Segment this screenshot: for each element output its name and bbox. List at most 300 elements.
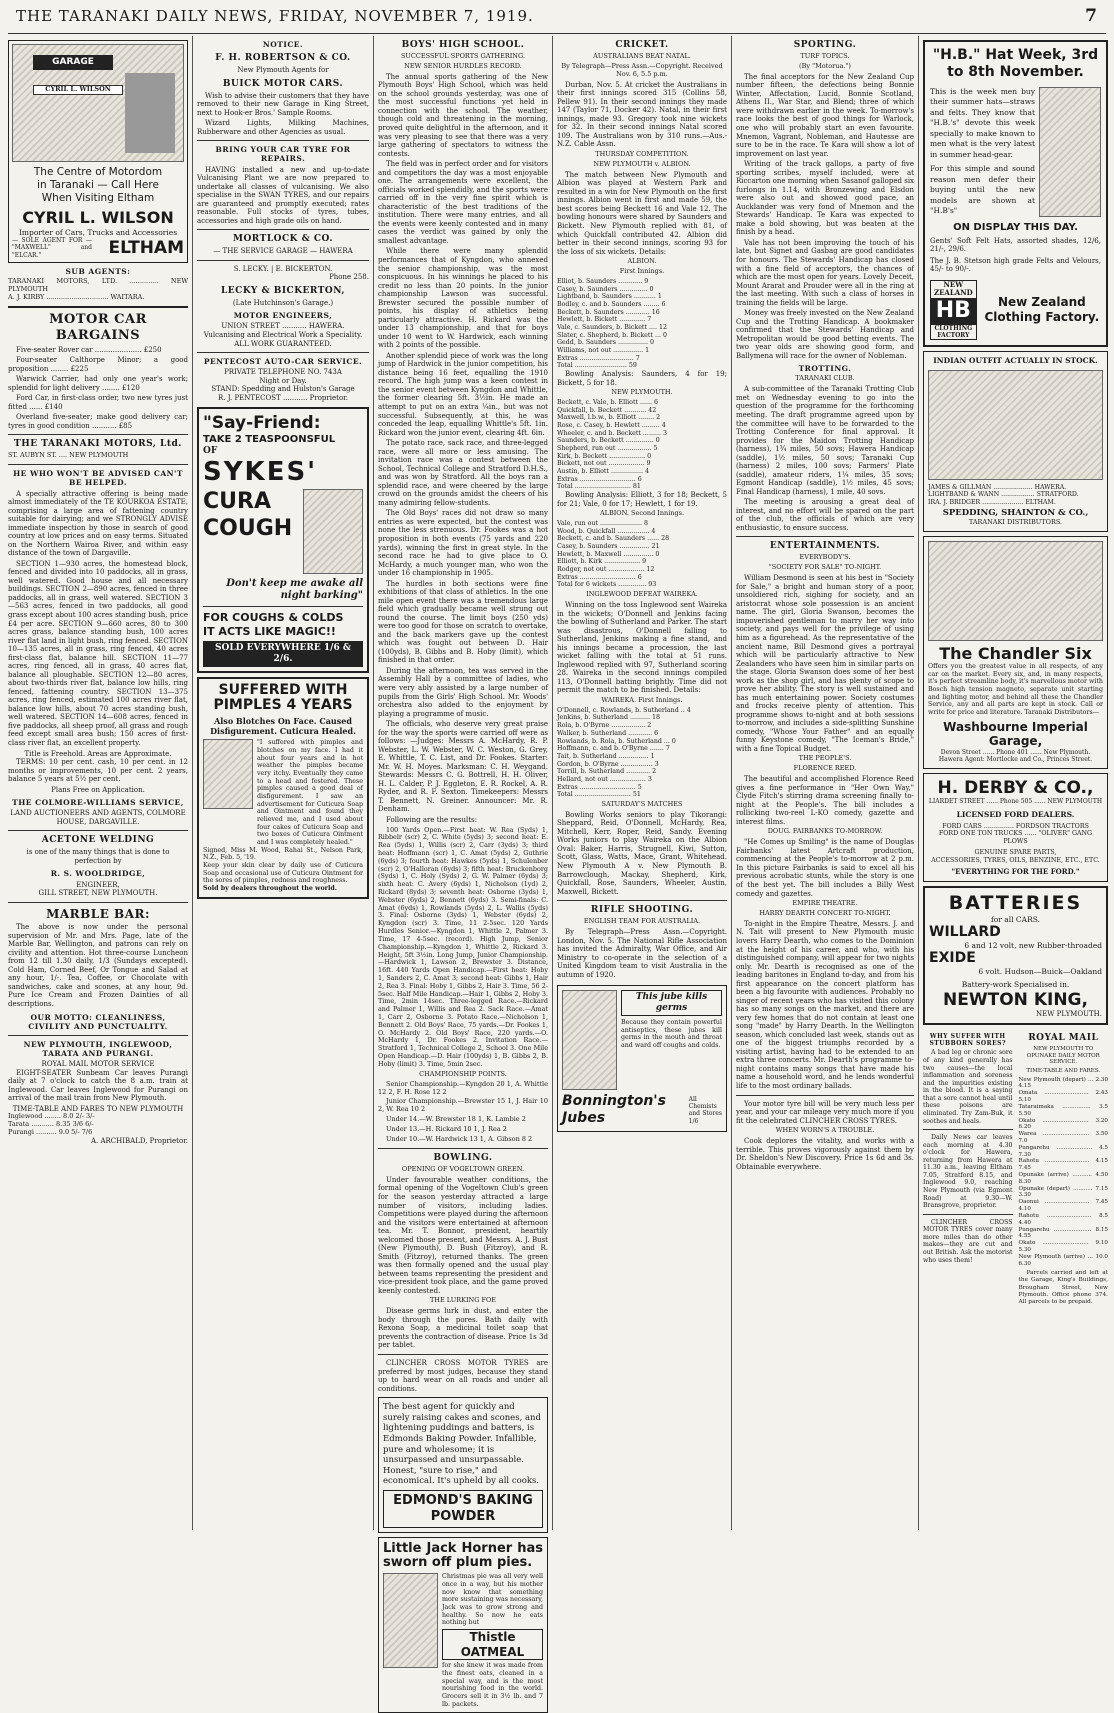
subheading: ALBION. Second Innings. — [599, 509, 685, 518]
paragraph: The field was in perfect order and for visitors and competitors the day was a most enjoyable one. The arrangements were excellent, the officials worked splendidly, and the sports were carried off in the very fine spirit which is characteristic of the best traditions of the institution. There were many entries, and all the events were keenly contested and in many cases the verdict was gained by only the smallest advantage. — [378, 160, 548, 245]
man-in-hat-illustration — [1039, 87, 1101, 217]
ad-line: FORD ONE TON TRUCKS ...... "OLIVER" GANG PLOWS — [938, 830, 1093, 846]
testimonial: "I suffered with pimples and blotches on my face. I had it about four years and in hot weather the pimples became very itchy. Eventually they came to a head and festered. These pimples caused a good deal of disfigurement. I saw an advertisement for Cuticura Soap and Ointment and found they relieved me, and I used about four cakes of Cuticura Soap and two boxes of Cuticura Ointment and I was completely healed." — [257, 739, 363, 847]
ad-line: OF — [203, 446, 218, 457]
scorecard-row: Quickfall, b. Beckett ........... 42 — [557, 406, 657, 414]
subheading: AUSTRALIANS BEAT NATAL. — [593, 51, 691, 60]
timetable-row: Pungarehu ..................... 8.15 4.55 — [1018, 1226, 1108, 1240]
paragraph: EIGHT-SEATER Sunbeam Car leaves Purangi daily at 7 o'clock to catch the 8 a.m. train at Inglewood. Car leaves Inglewood for Purangi on arrival of the mail train from New Plymouth. — [8, 1068, 188, 1103]
timetable-row: Tataraimaka ................ 3.5 5.50 — [1018, 1103, 1108, 1117]
paragraph: Wish to advise their customers that they have removed to their new Garage in King Street, next to Hook-er Bros.' Sample Rooms. — [197, 91, 369, 117]
scorecard-row: Vale, c. Saunders, b. Bickett .... 12 — [557, 324, 668, 332]
subheading: By Telegraph—Press Assn.—Copyright. Received Nov. 6, 5.5 p.m. — [561, 61, 723, 78]
subheading: NEW PLYMOUTH TO OPUNAKE DAILY MOTOR SERVICE. — [1026, 1045, 1100, 1066]
bargain-item: Overland five-seater; make good delivery car; tyres in good condition ........... £85 — [8, 413, 188, 430]
dealer-list — [928, 484, 1103, 507]
ad-line: Also Blotches On Face. Caused Disfigurement. Cuticura Healed. — [210, 715, 356, 736]
column-rule — [552, 36, 553, 1530]
scorecard-row: Elliott, b. Kirk .................. 9 — [557, 558, 647, 566]
paragraph: The hurdles in both sections were fine exhibitions of that class of athletics. In the one mile open event there was a tremendous large field which gradually became well strung out round the course. The limit boys (250 yds) were too good for those on scratch to overtake, and the back markers gave up the contest which was fought out between D. Hair (100yds), B. Gibbs and B. Hoby (limit), which finished in that order. — [378, 579, 548, 665]
timetable-row: Okato .......................... 3.20 6.20 — [1018, 1117, 1108, 1131]
fare-table — [8, 1113, 188, 1137]
column-3 — [378, 36, 548, 1708]
scorecard-row: Saunders, b. Beckett .............. 0 — [557, 437, 660, 445]
ad-line: SUFFERED WITH PIMPLES 4 YEARS — [213, 682, 353, 714]
section-heading: BOWLING. — [433, 1153, 493, 1164]
scorecard — [557, 399, 727, 491]
paragraph: William Desmond is seen at his best in "Society for Sale," a bright and human story of a poor, unsoldiered rich, sighing for society, and an aristocrat whose sole possession is an ancient name. The girl, Gloria Swanson, becomes the impoverished gentleman to marry her way into society, and pays well for the privilege of using him as a figurehead. As the representative of the ancient name, Bill Desmond gives a portrayal which will be particularly attractive to New Zealanders who have seen him in similar parts on the stage. Gloria Swanson does some of her best work as the shop girl, and has plenty of scope to prove her ability. The story is well sustained and has much entertaining power. Society costumes and frocks receive plenty of attention. This programme shows to-night and at both sessions to-morrow, and includes a side-splitting Sunshine comedy, "Whose Your Father" and an equally funny Keystone comedy, "The Iceman's Bride," with a fine Topical Budget. — [736, 574, 914, 753]
child-illustration — [383, 1573, 438, 1668]
text-line: STAND: Spedding and Hulston's Garage — [211, 385, 355, 394]
subheading: (By "Motorua.") — [799, 61, 851, 70]
scorecard-row: Beckett, c. and b. Saunders ...... 28 — [557, 535, 670, 543]
subheading: SATURDAY'S MATCHES — [601, 799, 683, 808]
column-rule — [731, 36, 732, 1530]
subheading: EVERYBODY'S. — [799, 553, 851, 562]
ad-text: This is the week men buy their summer hats—straws and felts. They know that "H.B.'s" devote this week specially to make known to men what is the very latest in summer head-gear. — [930, 86, 1035, 159]
text-line: (Late Hutchinson's Garage.) — [232, 298, 334, 307]
paragraph: Bowling Analysis: Saunders, 4 for 19; Bickett, 5 for 18. — [557, 370, 727, 387]
subheading: HARRY DEARTH CONCERT TO-NIGHT. — [759, 909, 891, 917]
ad-line: in Taranaki — Call Here — [37, 178, 159, 191]
timetable-row: New Plymouth (arrive) ... 10.0 6.30 — [1018, 1253, 1108, 1267]
championship-row: Senior Championship.—Kyngdon 20 1, A. Whittle 12 2, F. H. Rose 12 2 — [378, 1079, 548, 1096]
ad-line: Washbourne Imperial Garage, — [943, 719, 1088, 749]
paragraph: The match between New Plymouth and Albion was played at Western Park and resulted in a win for New Plymouth on the first innings. Albion went in first and made 59, the best scores being Beckett 16 and Vale 12. The bowling honours were shared by Saunders and Bickett. New Plymouth replied with 81, of which Quickfall contributed 42. Albion did better in their second innings, scoring 93 for the loss of six wickets. Details: — [557, 170, 727, 256]
paragraph: The annual sports gathering of the New Plymouth Boys' High School, which was held on the school grounds yesterday, was one of the most successful functions yet held in connection with the school. The weather, though cold and threatening in the morning, proved quite delightful in the afternoon, and it was very pleasing to see that there was a very large gathering of spectators to witness the contests. — [378, 72, 548, 158]
hb-logo — [930, 280, 977, 341]
text-line: Vulcanising and Electrical Work a Speciality. — [203, 331, 363, 339]
timetable-row: Opunake (depart) ........... 7.15 3.30 — [1018, 1185, 1108, 1199]
paragraph: Plans Free on Application. — [51, 785, 145, 794]
scorecard-row: Elliot, b. Saunders ............ 9 — [557, 277, 649, 285]
ad-line: All Chemists and Stores 1/6 — [688, 1095, 722, 1125]
ad-text: Christmas pie was all very well once in a way, but his mother now know that something more sustaining was necessary, Jack was to grow strong and healthy. So now he eats nothing but — [442, 1573, 543, 1627]
scorecard-row: Bickett, not out .................. 9 — [557, 460, 651, 468]
column-1 — [8, 36, 188, 1530]
text-line: UNION STREET ........... HAWERA. — [221, 322, 345, 331]
ad-text: For this simple and sound reason men defer their buying until the new models are shown at "H.B's" — [930, 164, 1035, 216]
subheading: THE LURKING FOE — [429, 1296, 497, 1305]
paragraph: HAVING installed a new and up-to-date Vulcanising Plant we are now prepared to undertake all classes of vulcanising. We also specialise in the SWAN TYRES, and our repairs are guaranteed and promptly executed; rates reasonable. Full stocks of tyres, tubes, accessories and high grade oils on hand. — [197, 165, 369, 225]
scorecard-row: Total ............................ 81 — [557, 483, 641, 491]
championship-row: Under 13.—H. Rickard 10 1, J. Rea 2 — [386, 1125, 507, 1134]
ad-line: New Zealand Clothing Factory. — [984, 294, 1100, 325]
section-heading: BUICK MOTOR CARS. — [222, 78, 344, 89]
section-heading: WHY SUFFER WITH STUBBORN SORES? — [929, 1032, 1007, 1048]
section-heading: TROTTING. — [798, 364, 852, 374]
ad-title: INDIAN OUTFIT ACTUALLY IN STOCK. — [933, 356, 1098, 366]
ad-text: The J. B. Stetson high grade Felts and Velours, 45/- to 90/-. — [930, 256, 1101, 274]
text-line: Phone 258. — [329, 273, 369, 282]
timetable-row: Pungarehu .................... 4.5 7.30 — [1018, 1144, 1108, 1158]
scorecard-row: Rola, b. O'Byrne ................. 2 — [557, 722, 652, 730]
garage-illustration — [12, 44, 184, 162]
scorecard-row: Jenkins, b. Sutherland .......... 18 — [557, 714, 661, 722]
ad-line: "EVERYTHING FOR THE FORD." — [951, 867, 1080, 877]
subheading: NEW PLYMOUTH. — [611, 388, 673, 397]
subheading: WAIREKA. First Innings. — [601, 695, 683, 704]
bargain-item: Four-seater Calthorpe Minor; a good proposition ........ £225 — [8, 356, 188, 373]
edmonds-logo: EDMOND'S BAKING POWDER — [383, 1490, 543, 1528]
ad-line: Little Jack Horner has sworn off plum pies. — [383, 1540, 543, 1571]
section-heading: BRING YOUR CAR TYRE FOR REPAIRS. — [215, 145, 351, 164]
paragraph: The potato race, sack race, and three-legged race, were all more or less amusing. The invitation race was a contest between the School, Technical College and Stratford D.H.S., and was won by Stratford. All the boys ran a splendid race, and were cheered by the large crowd on the grounds amidst the cheers of his many admiring fellow-students. — [378, 439, 548, 507]
text-line: Signed, Miss M. Wood, Rahai St., Nelson Park, N.Z., Feb. 5, '19. — [203, 846, 363, 862]
paragraph: While there were many splendid performances that of Kyngdon, who annexed the senior championship, was the most conspicuous. In his winnings he placed to his credit no less than 20 points. In the junior championship Lawson was successful. Brewster secured the possible number of points, his display of athletics being particularly attractive. H. Rickard was the under 13 championship, and that for boys under 10 went to W. Hardwick, each winning with 2 points of the possible. — [378, 247, 548, 350]
masthead-title: THE TARANAKI DAILY NEWS, FRIDAY, NOVEMBER 7, 1919. — [16, 7, 534, 25]
ad-line: Don't keep me awake all night barking" — [226, 577, 363, 602]
dealer-row: IRA. J. BRIDGER ..................... ELTHAM. — [928, 498, 1056, 506]
subheading: TARANAKI CLUB. — [795, 374, 855, 383]
ad-line: 6 volt. Hudson—Buick—Oakland — [978, 967, 1102, 977]
paragraph: CLINCHER CROSS MOTOR TYRES are preferred by most judges, because they stand up to hard wear on all roads and under all conditions. — [378, 1358, 548, 1393]
paragraph: A sub-committee of the Taranaki Trotting Club met on Wednesday evening to go into the question of the programme for the forthcoming meeting. The draft programme agreed upon by the committee will have to be forwarded to the Trotting Conference for final approval. It provides for the Maidon Trotting Handicap (harness), 1¾ miles, 50 sovs; Hawera Handicap (saddle), 1½ miles, 50 sovs; Taranaki Cup (harness) 2 miles, 100 sovs; Farmers' Plate (saddle), amateur riders, 1¼ miles, 35 sovs; Egmont Handicap (saddle), 1½ miles, 45 sovs; Final Handicap (harness), 1 mile, 40 sovs. — [736, 385, 914, 496]
ad-line: ON DISPLAY THIS DAY. — [953, 221, 1078, 233]
car-illustration — [928, 541, 1103, 641]
subheading: "SOCIETY FOR SALE" TO-NIGHT. — [768, 563, 882, 572]
section-heading: LECKY & BICKERTON, — [220, 285, 346, 296]
motorcycle-illustration — [928, 370, 1103, 480]
ad-line: COUGH — [203, 515, 293, 541]
section-heading: BOYS' HIGH SCHOOL. — [401, 40, 525, 50]
ad-text: Gents' Soft Felt Hats, assorted shades, 12/6, 21/-, 29/6. — [930, 236, 1101, 254]
wilson-agent: — SOLE AGENT FOR — "MAXWELL" and "ELCAR." — [12, 237, 92, 259]
ad-line: CURA — [203, 488, 271, 514]
paragraph: Title is Freehold. Areas are Approximate. — [24, 749, 172, 758]
thistle-ad — [378, 1537, 548, 1713]
column-6 — [923, 36, 1108, 1530]
hb-logo-top: NEW ZEALAND — [933, 279, 973, 298]
section-heading: HE WHO WON'T BE ADVISED CAN'T BE HELPED. — [13, 469, 183, 488]
paragraph: Under favourable weather conditions, the formal opening of the Vogeltown Club's green for the season yesterday attracted a large number of visitors, including ladies. Competitions were played during the afternoon and the visitors were entertained at afternoon tea. Mr. T. Bonnor, president, heartily welcomed those present, and Messrs. A. J. Bust (New Plymouth), D. Bush (Fitzroy), and R. Smith (Fitzroy), returned thanks. The green was then formally opened and the usual play between teams representing the president and vice-president took place, and the game proved keenly contested. — [378, 1175, 548, 1295]
subheading: SUCCESSFUL SPORTS GATHERING. — [400, 51, 526, 60]
subheading: CHAMPIONSHIP POINTS. — [419, 1069, 507, 1078]
paragraph: Vale has not been improving the touch of his late, but Signet and Gasbag are good candidates for honours. The Stewards' Handicap has closed with a fine field of acceptors, the chances of which are the most open for years. Lovely Deceit, Mount Ararat and Prouder were all in the ring at the last meeting. With such a class of horses in training the fields will be large. — [736, 238, 914, 307]
scorecard — [557, 520, 727, 589]
masthead — [8, 6, 1106, 34]
scorecard-row: Beckett, c. Vale, b. Elliott ...... 6 — [557, 399, 659, 407]
ad-line: FOR COUGHS & COLDS — [203, 611, 344, 625]
section-heading: NOTICE. — [262, 40, 304, 49]
bonnington-ad — [557, 985, 727, 1132]
subheading: THURSDAY COMPETITION. — [595, 149, 689, 158]
ad-line: for all CARS. — [991, 914, 1040, 924]
scorecard-row: Rose, c. Casey, b. Hewlett ......... 4 — [557, 422, 666, 430]
scorecard-row: Total for 6 wickets .............. 93 — [557, 581, 657, 589]
scorecard-row: Wood, b. Quickfall ................ 4 — [557, 527, 656, 535]
timetable-row: Rahotu ......................... 4.15 7.45 — [1018, 1158, 1108, 1172]
scorecard-row: Torrill, b. Sutherland ............ 2 — [557, 768, 657, 776]
hb-logo-bottom: CLOTHING FACTORY — [934, 324, 973, 340]
wilson-sign: CYRIL L. WILSON — [33, 85, 123, 95]
paragraph: "He Comes up Smiling" is the name of Douglas Fairbanks' latest Artcraft production, commencing at the People's to-morrow at 2 p.m. In this picture Fairbanks is said to excel all his previous acrobatic stunts, while the story is one of the best yet. The bill includes a Billy West comedy and gazettes. — [736, 838, 914, 898]
scorecard-row: Gedd, b. Saunders ............... 0 — [557, 339, 655, 347]
thistle-logo: Thistle OATMEAL — [442, 1629, 543, 1660]
scorecard-row: Lightband, b. Saunders ........... 1 — [557, 293, 662, 301]
scorecard-row: Casey, b. Saunders .............. 0 — [557, 285, 654, 293]
paragraph: Wizard Lights, Milking Machines, Rubberware and other Agencies as usual. — [197, 119, 369, 136]
ad-line: When Visiting Eltham — [41, 191, 155, 204]
championship-list — [378, 1081, 548, 1144]
text-line: Night or Day. — [259, 376, 307, 385]
ad-line: This jube kills germs — [621, 990, 722, 1016]
section-heading: MORTLOCK & CO. — [233, 234, 333, 245]
paragraph: The above is now under the personal supervision of Mr. and Mrs. Page, late of the Marble Bar, Wellington, and patrons can rely on civility and attention. Hot three-course Luncheon from 12 till 1.30 daily, 1/3 (Sundays excepted). Cold Ham, Corned Beef, Or Tongue and Salad at any hour, 1/-. Tea, Coffee, or Chocolate with sandwiches, cake and scones, at any hour, 9d. Pure Ice Cream and Frozen Dainties of all descriptions. — [8, 923, 188, 1008]
section-heading: OUR MOTTO: CLEANLINESS, CIVILITY AND PUNCTUALITY. — [28, 1012, 168, 1031]
championship-row: Junior Championship.—Brewster 15 1, J. Hair 10 2, W. Rea 10 2 — [378, 1097, 548, 1114]
subheading: OPENING OF VOGELTOWN GREEN. — [401, 1165, 525, 1174]
derby-ad — [923, 773, 1108, 882]
paragraph: 100 Yards Open.—First heat: W. Rea (Syds) 1, Ribbelr (scr) 2, C. White (5yds) 3; second heat: E. Rea (5yds) 1, Willis (scr) 2, Carr (3yds) 3; third heat: Hoffmann (scr) 1, C. Amat (5yds) 2, Guthrie (6yds) 3; fourth heat: Hawkes (5yds) 1, Schulenber (scr) 2, O'Halloran (6yds) 3; fifth heat: Bruckenborg (Syds) 1, C. Holy (Syds) 2, G. W. Palmer (6yds) 3; sixth heat: C. Avery (6yds) 1, Nicholson (1yd) 2, Rickard (8yds) 3; seventh heat: Osborne (3yds) 1, Webster (6yds) 2, Bennett (6yds) 3. Semi-finals: C. Amat (6yds) 1, Rowlands (5yds) 2, L. Wallis (5yds) 3. Final: Osborne (3yds) 1, Webster (6yds) 2, Kyngdon (scr) 3. Time, 11 2-5sec. 120 Yards Hurdles Senior.—Kyngdon 1, Whittle 2, Palmer 3. Time, 17 4-5sec. (record). High Jump, Senior Championship.—Kyngdon 1, Whittle 2, Rickard 3. Height, 5ft 3½in. Long Jump, Junior Championship.—Hardwick 1, Lawson 2, Brewster 3. Distance, 16ft. 440 Yards Open Handicap.—First heat: Hoby 1, Sanders 2, C. Amat 3; second heat: Gibbs 1, Hair 2, Rea 3. Final: Hoby 1, Gibbs 2, Hair 3. Time, 56 2-5sec. Half Mile Handicap.—Hair 1, Gibbs 2, Hoby 3. Time, 2min 14sec. Three-legged Race.—Rickard and Palmer 1, Willis and Rea 2. Sack Race.—Amat 1, Carr 2, Osborne 3. Potato Race.—Nicholson 1, Bennett 2. Old Boys' Race, 75 yards.—Dr. Fookes 1, O. McHardy 2. Old Boys' Race, 220 yards.—O. McHardy 1, Dr. Fookes 2. Invitation Race.—Stratford 1, Technical College 2, School 3. One Mile Open Handicap.—D. Hair (100yds) 1, B. Gibbs 2, B. Hoby (limit) 3. Time, 5min 2sec. — [378, 825, 548, 1068]
scorecard-row: Beckett, b. Saunders ............ 16 — [557, 308, 660, 316]
cuticura-ad — [197, 677, 369, 899]
scorecard-row: Slater, c. Shepherd, b. Bickett ... 0 — [557, 331, 667, 339]
section-heading: ACETONE WELDING — [41, 835, 155, 846]
section-heading: THE TARANAKI MOTORS, Ltd. — [14, 439, 182, 450]
scorecard-row: Maxwell, l.b.w., b. Elliott ........ 2 — [557, 414, 661, 422]
ad-line: WILLARD — [929, 924, 1001, 941]
paragraph: CLINCHER CROSS MOTOR TYRES cover many more miles than do other makes—they are cut and out British. Ask the motorist who uses them! — [923, 1218, 1013, 1264]
subheading: DOUG. FAIRBANKS TO-MORROW. — [767, 827, 883, 836]
scorecard-row: Walker, b. Sutherland ............ 6 — [557, 729, 659, 737]
column-5 — [736, 36, 914, 1530]
ad-line: GENUINE SPARE PARTS, — [974, 848, 1057, 856]
subheading: NEW SENIOR HURDLES RECORD. — [404, 61, 522, 70]
section-heading: MARBLE BAR: — [46, 906, 150, 921]
column-4 — [557, 36, 727, 1530]
wilson-name: CYRIL L. WILSON — [22, 208, 174, 228]
championship-row: Under 14.—W. Brewster 18 1, K. Lambie 2 — [386, 1115, 526, 1124]
ad-line: NEWTON KING, — [943, 989, 1088, 1010]
ad-text: for she knew it was made from the finest oats, cleaned in a special way, and is the most nourishing food in the world. Grocers sell it in 3½ lb. and 7 lb. packets. — [442, 1662, 543, 1708]
paragraph: The beautiful and accomplished Florence Reed gives a fine performance in "Her Own Way," Clyde Fitch's stirring drama screening finally to-night at the People's. The bill includes a rollicking two-reel L-KO comedy, gazette and interest films. — [736, 775, 914, 826]
indian-ad — [923, 351, 1108, 531]
section-heading: ROYAL MAIL — [1028, 1032, 1099, 1043]
wilson-town: ELTHAM — [108, 237, 184, 258]
paragraph: Your motor tyre bill will be very much less per year, and your car mileage very much more if you fit the celebrated CLINCHER CROSS TYRES. — [736, 1099, 914, 1125]
ad-line: SYKES' — [203, 457, 318, 488]
ad-line: The Centre of Motordom — [33, 166, 163, 178]
column-rule — [192, 36, 193, 1530]
batteries-ad — [923, 886, 1108, 1025]
ad-line: 6 and 12 volt, new Rubber-throaded — [964, 941, 1102, 951]
section-heading: SUB AGENTS: — [65, 266, 131, 276]
paragraph: Durban, Nov. 5. At cricket the Australians in their first innings scored 315 (Collins 58, Pellew 91). In their second innings they made 147 (Taylor 71, Docker 42). Natal, in their first innings, made 93. Gregory took nine wickets for 32. In their second innings Natal scored 109. The Australians won by 310 runs.—Aus.-N.Z. Cable Assn. — [557, 80, 727, 149]
paragraph: The final acceptors for the New Zealand Cup number fifteen, the defections being Bonnie Winter, Affectation, Lucid, Bonnie Scotland, Athens II., War Star, and Blend; three of which were withdrawn earlier in the week. To-morrow's race looks the best of good things for Warlock, one who will probably start an even favourite. Mnemon, Vagrant, Nobleman, and Hautesse are sure to be in the race. Te Kara will show a lot of improvement on last year. — [736, 72, 914, 158]
ad-line: Battery-work Specialised in. — [961, 980, 1070, 990]
scorecard — [557, 707, 727, 799]
ad-title: BATTERIES — [948, 891, 1083, 914]
text-line: S. LECKY. | E. BICKERTON. — [233, 264, 333, 273]
hb-hat-ad — [923, 40, 1108, 347]
bargain-item: Warwick Carrier, had only one year's work; splendid for light delivery ........ £120 — [8, 375, 188, 392]
ad-line: Hawera Agent: Mortlocke and Co., Princes Street. — [938, 756, 1093, 764]
timetable-row: Okato .......................... 9.10 5.30 — [1018, 1240, 1108, 1253]
text-line: ENGINEER, — [76, 880, 120, 889]
section-heading: MOTOR ENGINEERS, — [233, 311, 333, 321]
wilson-importer: Importer of Cars, Trucks and Accessories — [18, 227, 178, 237]
paragraph: Daily News car leaves each morning at 4.30 o'clock for Hawera, returning from Hawera at 11.30 a.m., leaving Eltham 7.05, Stratford 8.15, and Inglewood 9.0, reaching New Plymouth (via Egmont Road) at 9.30—W. Bransgrove, proprietor. — [923, 1134, 1013, 1210]
paragraph: TERMS: 10 per cent. cash, 10 per cent. in 12 months or improvements, 10 per cent. 2 years, balance 5 years at 5½ per cent. — [8, 758, 188, 784]
ad-line: LICENSED FORD DEALERS. — [956, 809, 1075, 819]
text-line: ST. AUBYN ST. .... NEW PLYMOUTH — [8, 451, 129, 460]
paragraph: Following are the results: — [386, 815, 477, 824]
paragraph: During the afternoon, tea was served in the Assembly Hall by a committee of ladies, who were very ably assisted by a large number of pupils from the Girls' High School. Mr. Woods' orchestra also added to the enjoyment by playing a programme of music. — [378, 666, 548, 718]
subheading: First Innings. — [619, 267, 665, 276]
fare-row: Tarata ........... 8.35 3/6 6/- — [8, 1120, 94, 1129]
section-heading: F. H. ROBERTSON & CO. — [215, 53, 351, 64]
paragraph: The meeting is arousing a great deal of interest, and no effort will be spared on the part of the club, the officials of which are very enthusiastic, to ensure success. — [736, 498, 914, 532]
ad-line: IT ACTS LIKE MAGIC!! — [203, 624, 336, 638]
timetable-row: Oaonui ......................... 7.45 4.10 — [1018, 1199, 1108, 1213]
text-line: TIME-TABLE AND FARES TO NEW PLYMOUTH — [12, 1104, 184, 1113]
scorecard-row: O'Donnell, c. Rowlands, b. Sutherland .. 4 — [557, 706, 691, 714]
garage-sign: GARAGE — [33, 55, 113, 70]
ad-line: NEW PLYMOUTH. — [1036, 1010, 1102, 1019]
paragraph: Cook deplores the vitality, and works with a terrible. This proves vigorously against them by Dr. Sheldon's New Discovery. Price 1s 6d and 3s. Obtainable everywhere. — [736, 1137, 914, 1171]
paragraph: Disease germs lurk in dust, and enter the body through the pores. Bath daily with Rexona Soap, a medicinal toilet soap that prevents the contraction of disease. Price 1s 3d per tablet. — [378, 1307, 548, 1350]
text-line: New Plymouth Agents for — [237, 66, 329, 75]
paragraph: Another splendid piece of work was the long jump of Hardwick in the junior competition, his distance being 16 feet, equalling the 1910 record. The high jump was a keen contest in the senior event between Kyngdon and Whittle, the former clearing 5ft. 3½in. He made an attempt to put on an extra ¼in., but was not successful. Subsequently, at this, he was conceded the leap, equalling Whittle's 5ft. 1in. Rickard won the junior event, clearing 4ft. 6in. — [378, 351, 548, 437]
scorecard-row: Hewlett, b. Bickett ............. 7 — [557, 316, 652, 324]
text-line: PRIVATE TELEPHONE NO. 743A — [224, 368, 342, 377]
paragraph: Parcels carried and left at the Garage, King's Buildings, Brougham Street, New Plymouth. Office phone 374. All parcels to be prepaid. — [1018, 1270, 1108, 1305]
scorecard-row: Extras ............................ 6 — [557, 475, 642, 483]
subheading: INGLEWOOD DEFEAT WAIREKA. — [586, 590, 698, 599]
subheading: FLORENCE REED. — [793, 764, 857, 773]
ad-line: SOLD EVERYWHERE 1/6 & 2/6. — [203, 641, 363, 667]
subheading: TIME-TABLE AND FARES. — [1026, 1067, 1101, 1074]
subheading: ALBION. — [627, 257, 657, 266]
ad-line: SPEDDING, SHAINTON & CO., — [942, 508, 1089, 519]
column-rule — [373, 36, 374, 1530]
scorecard-row: Kirk, b. Beckett .................. 0 — [557, 452, 652, 460]
section-heading: THE COLMORE-WILLIAMS SERVICE, — [12, 798, 184, 808]
edmonds-ad — [378, 1397, 548, 1533]
scorecard-row: Wheeler, c. and b. Beckett ......... 3 — [557, 429, 667, 437]
paragraph: A specially attractive offering is being made almost immediately of the TE KOURKOA ESTATE, comprising a large area of fattening country suitable for dairying; and we STRONGLY ADVISE immediate inspection by those in search of good country at low prices and on easy terms. Situated on the Northern Wairoa River, and within easy distance of the town of Dargaville. — [8, 489, 188, 558]
scorecard-row: Gordon, b. O'Byrne ................ 3 — [557, 760, 659, 768]
column-2 — [197, 36, 369, 1530]
paragraph: Bowling Analysis: Elliott, 3 for 18; Beckett, 5 for 21; Vale, 0 for 17; Hewlett, 1 for 19. — [557, 491, 727, 508]
text-line: A. ARCHIBALD, Proprietor. — [90, 1137, 188, 1146]
subheading: TURF TOPICS. — [800, 51, 850, 60]
text-line: ALL WORK GUARANTEED. — [234, 339, 332, 348]
chandler-ad — [923, 536, 1108, 769]
timetable — [1019, 1077, 1109, 1268]
scorecard-row: Hoffmann, c. and b. O'Byrne ....... 7 — [557, 745, 670, 753]
bargain-item: Five-seater Rover car ..................... £250 — [16, 345, 162, 354]
text-line: is one of the many things that is done to perfection by — [26, 848, 170, 865]
section-heading: MOTOR CAR BARGAINS — [49, 311, 147, 343]
subheading: NEW PLYMOUTH v. ALBION. — [593, 159, 691, 168]
paragraph: SECTION 1—930 acres, the homestead block, fenced and divided into 10 paddocks, all in grass, well watered. Good house and all necessary buildings. SECTION 2—890 acres, fenced in three paddocks, all in grass, well watered. SECTION 3—563 acres, fenced in two paddocks, all good grass except about 100 acres standing bush, price £4 per acre. SECTION 9—660 acres, 80 to 300 acres grass, balance standing bush, 100 acres river flat land in light bush, ring fenced. SECTION 10—135 acres, all in grass, ring fenced, 40 acres first-class flat, balance hill. SECTION 11—77 acres, ring fenced, all in grass, 40 acres flat, balance all ploughable. SECTION 12—80 acres, about two-thirds river flat, balance low hills, ring fenced, fattening country. SECTION 13—375 acres, ring fenced, estimated 100 acres river flat, balance low hills, about 70 acres standing bush, well watered. SECTION 14—608 acres, fenced in five paddocks, all sheep proof, all grass and rough feed except small area bush; 150 acres of first-class river flat, an excellent property. — [8, 559, 188, 747]
wilson-ad — [8, 40, 188, 263]
bargain-item: Ford Car, in first-class order, two new tyres just fitted ...... £140 — [8, 394, 188, 411]
ad-text: Offers you the greatest value in all respects, of any car on the market. Every six, and, in many respects, it's perfect streamline body, it's marvellous motor with Bosch high tension magneto, separate unit starting and lighting motor, and behind all these the Chandler Service, any and all parts are kept in stock. Call or write for price and literature. Taranaki Distributors— — [928, 663, 1103, 717]
ad-line: Devon Street ...... Phone 401 ...... New Plymouth. — [940, 749, 1091, 756]
section-heading: R. S. WOOLDRIDGE, — [50, 869, 146, 879]
ad-text: The best agent for quickly and surely raising cakes and scones, and lightening puddings and batters, is Edmonds Baking Powder. Infallible, pure and wholesome; it is unsurpassed and unsurpassable. Honest, "sure to rise," and economical. It's upheld by all cooks. — [383, 1402, 541, 1487]
ad-line: ACCESSORIES, TYRES, OILS, BENZINE, ETC., ETC. — [931, 856, 1100, 864]
timetable-row: Opunake (arrive) ........... 4.50 8.30 — [1018, 1172, 1108, 1185]
paragraph: A bad leg or chronic sore of any kind generally has two causes—the local inflammation and soreness and the impurities existing in the blood. It is a saying that a sore cannot heal until these poisons are eliminated. Try Zam-Buk, it soothes and heals. — [923, 1049, 1013, 1125]
section-heading: PENTECOST AUTO-CAR SERVICE. — [203, 357, 363, 367]
subheading: EMPIRE THEATRE. — [792, 899, 858, 908]
ad-title: "H.B." Hat Week, 3rd to 8th November. — [932, 47, 1099, 80]
scorecard-row: Austin, b. Elliott ................ 4 — [557, 468, 649, 476]
ad-line: LIARDET STREET ...... Phone 505 ...... NEW PLYMOUTH — [928, 798, 1103, 806]
text-line: LAND AUCTIONEERS AND AGENTS, COLMORE HOUSE, DARGAVILLE. — [10, 809, 186, 826]
ad-title: The Chandler Six — [939, 643, 1092, 663]
scorecard-row: Bodley, c. and b. Saunders ........ 6 — [557, 301, 666, 308]
paragraph: Writing of the track gallops, a party of five sporting scribes, myself included, were at Riccarton one morning when Sasanof galloped six furlongs in 1.14, with Bronzewing and Elsdon were also out and showed good pace, an Aucklander was very fond of Mnemon and the Stewards' Handicap. Te Kara was expected to make a bold showing, but was beaten at the finish by a head. — [736, 160, 914, 237]
fare-row: Purangi .......... 9.0 5/- 7/6 — [8, 1128, 93, 1137]
text-line: TARANAKI MOTORS, LTD. .............. NEW PLYMOUTH — [8, 277, 188, 294]
section-heading: RIFLE SHOOTING. — [590, 905, 694, 916]
text-line: GILL STREET, NEW PLYMOUTH. — [38, 889, 158, 898]
ad-title: H. DERBY & CO., — [937, 777, 1094, 798]
scorecard-row: Shepherd, run out ................. 5 — [557, 445, 658, 453]
portrait-illustration — [203, 739, 253, 809]
text-line: R. J. PENTECOST ........... Proprietor. — [218, 393, 348, 402]
scorecard-row: Vale, run out ..................... 8 — [557, 520, 649, 528]
scorecard-row: Hewlett, b. Maxwell ............... 0 — [557, 550, 660, 558]
scorecard-row: Williams, not out ............... 1 — [557, 347, 650, 355]
scorecard — [557, 278, 727, 370]
ad-line: TARANAKI DISTRIBUTORS. — [968, 517, 1063, 526]
paragraph: By Telegraph—Press Assn.—Copyright. London, Nov. 5. The National Rifle Association has invited the Admiralty, War Office, and Air Ministry to co-operate in the selection of a United Kingdom team to visit Australia in the autumn of 1920. — [557, 928, 727, 979]
scorecard-row: Rowlands, b. Rola, b. Sutherland ... 0 — [557, 737, 676, 745]
dog-illustration — [303, 489, 363, 574]
championship-row: Under 10.—W. Hardwick 13 1, A. Gibson 8 2 — [386, 1135, 533, 1144]
scorecard-row: Total .......................... 59 — [557, 362, 637, 370]
paragraph: The officials, who deserve very great praise for the way the sports were carried off were as follows: —Judges: Messrs A. McHardy, R. P. Webster, L. W. Webster, W. C. Weston, G. Grey, E. Whittle, T. C. List, and Dr. Fookes. Starter: Mr. W. H. Moyes. Marksman: C. H. Weygand. Stewards: Messrs C. G. Bottrell, H. H. Oliver, H. L. Calder, P. J. Eggleton, E. R. Rockel, A. R. Ryder, and R. F. Sexton. Timekeepers: Messrs T. Bennett, N. Greiner. Announcer: Mr. R. Denham. — [378, 720, 548, 814]
column-rule — [918, 36, 919, 1530]
paragraph: To-night in the Empire Theatre, Messrs. J. and N. Tait will present to New Plymouth music lovers Harry Dearth, who comes to the Dominion at the height of his career, and who, with his distinguished company, will appear for two nights only. Mr. Dearth is recognised as one of the leading baritones in England to-day, and from his first appearance on the concert platform has been a big favourite with audiences. Probably no singer of recent years who has visited this colony has so many songs on the market, and there are very few homes that do not contain at least one song "made" by Harry Dearth. In the Wellington season, which concluded last week, stands out as one of the biggest triumphs recorded by a visiting artist, having had to be extended to an extra three concerts. Mr. Dearth's programme to-night contains many songs that have made his name a household word, and he lends wonderful life to the most ordinary ballads. — [736, 919, 914, 1091]
child-illustration — [562, 990, 617, 1090]
bargains-list — [8, 346, 188, 431]
page-number: 7 — [1085, 6, 1098, 26]
timetable-row: New Plymouth (depart) ... 2.30 4.15 — [1018, 1076, 1108, 1090]
dealer-row: LIGHTBAND & WANN ................. STRATFORD. — [928, 491, 1079, 499]
section-heading: CRICKET. — [615, 40, 669, 50]
scorecard-row: Extras ............................ 5 — [557, 783, 642, 791]
paragraph: Money was freely invested on the New Zealand Cup and the Trotting Handicap. A bookmaker confirmed that the Stewards' Handicap and Metropolitan would be good betting events. The two year olds are showing good form, and Ballymena will race for the owner of Nobleman. — [736, 309, 914, 360]
text-line: A. J. KIRBY .............................. WAITARA. — [8, 292, 145, 301]
sykes-ad — [197, 407, 369, 673]
fare-row: Inglewood ........ 8.0 2/- 3/- — [8, 1112, 95, 1121]
section-heading: SPORTING. — [793, 40, 857, 50]
ad-line: FORD CARS ............... FORDSON TRACTORS — [942, 822, 1089, 830]
text-line: ROYAL MAIL MOTOR SERVICE — [41, 1060, 155, 1069]
bonnington-logo: Bonnington's Jubes — [562, 1093, 666, 1127]
dealer-row: JAMES & GILLMAN .................... HAWERA. — [928, 483, 1067, 491]
ad-line: "Say-Friend: — [203, 413, 321, 434]
ad-text: Because they contain powerful antiseptics, these jubes kill germs in the mouth and throat and ward off coughs and colds. — [621, 1019, 722, 1050]
text-line: Sold by dealers throughout the world. — [203, 885, 337, 893]
paragraph: Winning on the toss Inglewood sent Waireka in the wickets; O'Donnell and Jenkins facing the bowling of Sutherland and Parker. The start was disastrous, O'Donnell falling to Sutherland, Jenkins making a fine stand, and his innings became a procession, the last wicket falling with the total at 51 runs. Inglewood replied with 97, Sutherland scoring 28. Waireka in the second innings compiled 113, O'Donnell batting brightly. Time did not permit the match to be finished. Details: — [557, 601, 727, 695]
ad-line: EXIDE — [929, 950, 976, 967]
building-illustration — [125, 73, 175, 153]
text-line: — THE SERVICE GARAGE — HAWERA — [213, 247, 353, 256]
scorecard-row: Hellard, not out .................. 3 — [557, 775, 652, 783]
scorecard-row: Casey, b. Saunders ............... 21 — [557, 543, 660, 551]
text-line: Keep your skin clear by daily use of Cuticura Soap and occasional use of Cuticura Ointment for the sores of pimples, redness and roughness. — [203, 862, 363, 885]
hb-logo-mark: HB — [931, 298, 976, 325]
section-heading: ENTERTAINMENTS. — [769, 541, 881, 552]
